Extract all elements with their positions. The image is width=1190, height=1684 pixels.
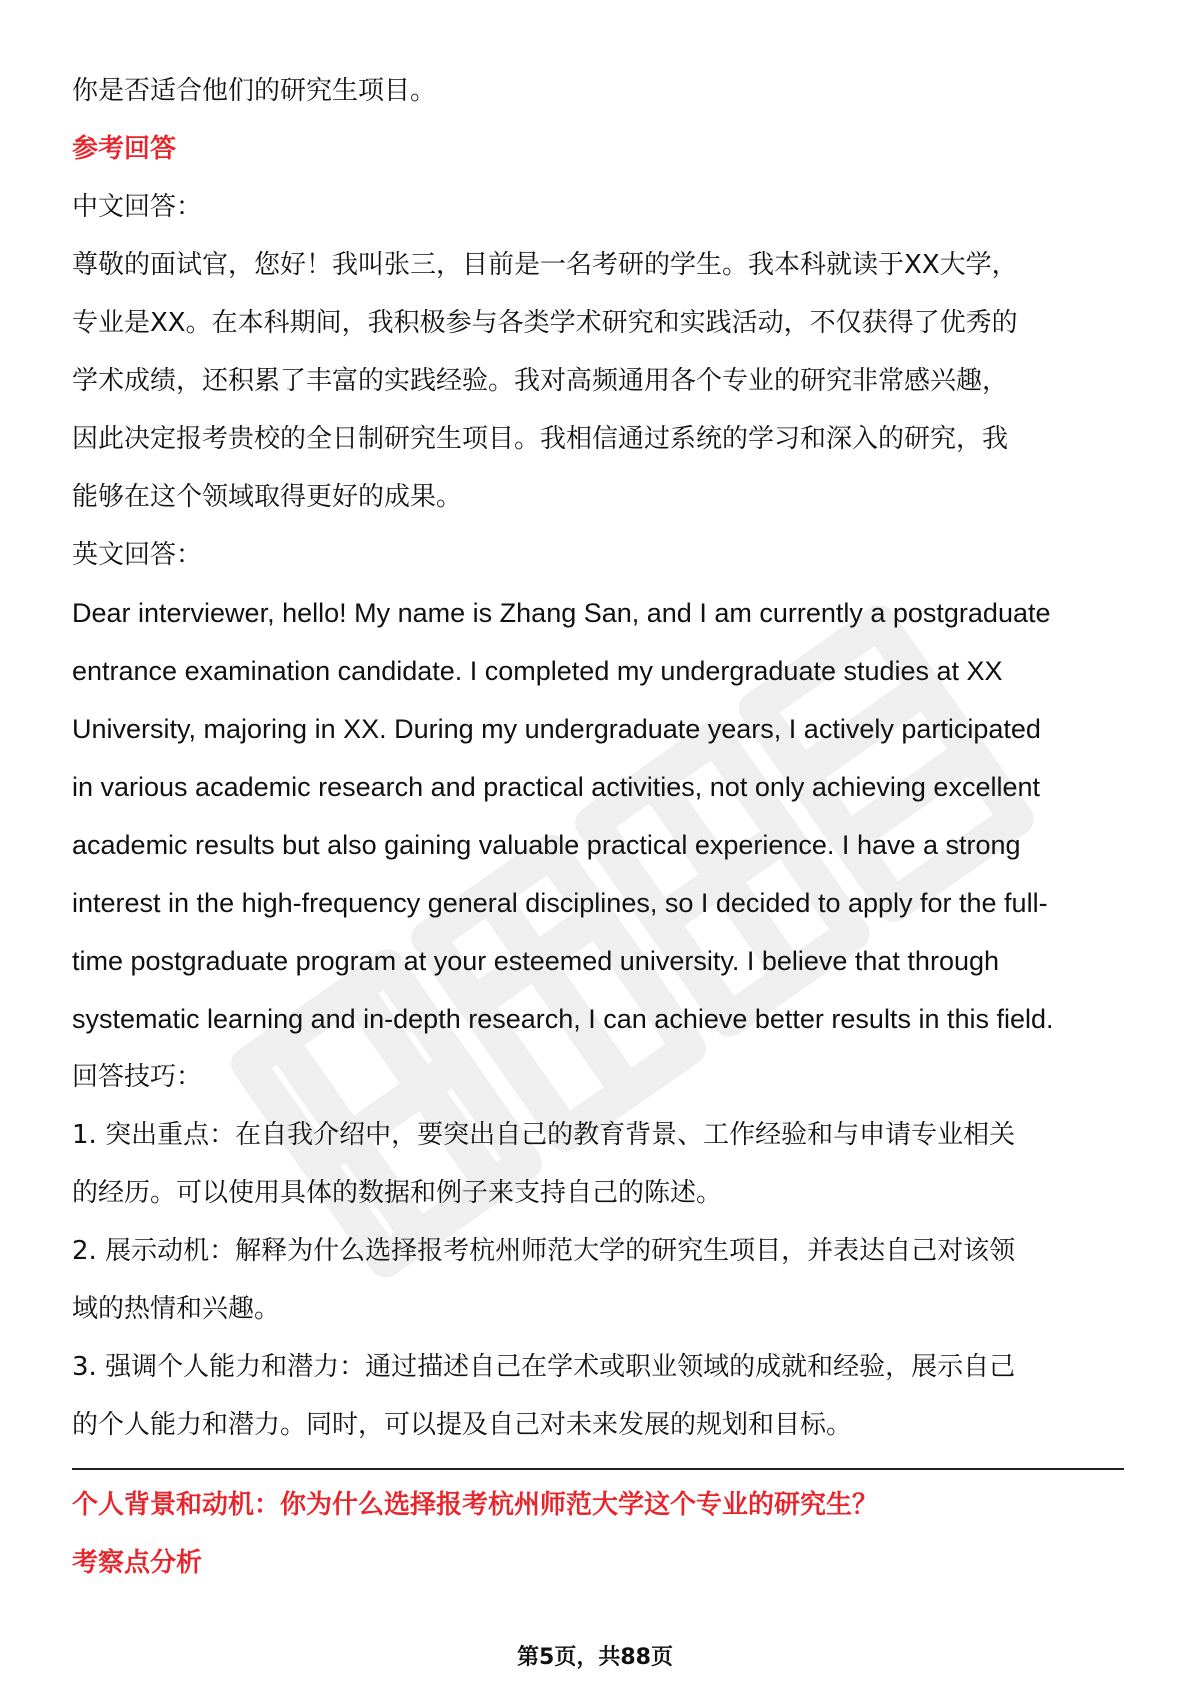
chinese-answer-label: 中文回答： [72,192,203,222]
english-answer-line: time postgraduate program at your esteemed university. I believe that through [72,946,1000,976]
english-answer-body [72,584,1124,1048]
chinese-answer-line: 专业是XX。在本科期间，我积极参与各类学术研究和实践活动，不仅获得了优秀的 [72,308,1018,338]
tip-line: 3. 强调个人能力和潜力：通过描述自己在学术或职业领域的成就和经验，展示自己 [72,1352,1016,1382]
english-answer-line: academic results but also gaining valuable practical experience. I have a strong [72,830,1021,860]
tip-line: 1. 突出重点：在自我介绍中，要突出自己的教育背景、工作经验和与申请专业相关 [72,1120,1016,1150]
english-answer-label: 英文回答： [72,540,203,570]
page-number: 第5页，共88页 [517,1645,673,1670]
analysis-heading: 考察点分析 [72,1548,203,1578]
answer-heading: 参考回答 [72,134,177,164]
english-answer-line: interest in the high-frequency general disciplines, so I decided to apply for the full- [72,888,1048,918]
document-page [72,62,1124,1592]
chinese-answer-line: 尊敬的面试官，您好！我叫张三，目前是一名考研的学生。我本科就读于XX大学， [72,250,1018,280]
tips-body [72,1106,1124,1454]
english-answer-line: Dear interviewer, hello! My name is Zhang San, and I am currently a postgraduate [72,598,1051,628]
next-question-heading: 个人背景和动机：你为什么选择报考杭州师范大学这个专业的研究生？ [72,1490,879,1520]
tip-line: 的个人能力和潜力。同时，可以提及自己对未来发展的规划和目标。 [72,1410,853,1440]
section-divider [72,1468,1124,1470]
english-answer-line: entrance examination candidate. I completed my undergraduate studies at XX [72,656,1003,686]
english-answer-line: University, majoring in XX. During my undergraduate years, I actively participated [72,714,1041,744]
english-answer-line: in various academic research and practical activities, not only achieving excellent [72,772,1040,802]
tip-line: 的经历。可以使用具体的数据和例子来支持自己的陈述。 [72,1178,723,1208]
tips-label: 回答技巧： [72,1062,203,1092]
english-answer-line: systematic learning and in-depth research, I can achieve better results in this field. [72,1004,1054,1034]
intro-line: 你是否适合他们的研究生项目。 [72,76,437,106]
tip-line: 域的热情和兴趣。 [72,1294,281,1324]
chinese-answer-line: 因此决定报考贵校的全日制研究生项目。我相信通过系统的学习和深入的研究，我 [72,424,1009,454]
tip-line: 2. 展示动机：解释为什么选择报考杭州师范大学的研究生项目，并表达自己对该领 [72,1236,1016,1266]
chinese-answer-line: 学术成绩，还积累了丰富的实践经验。我对高频通用各个专业的研究非常感兴趣， [72,366,1009,396]
chinese-answer-body [72,236,1124,526]
chinese-answer-line: 能够在这个领域取得更好的成果。 [72,482,463,512]
